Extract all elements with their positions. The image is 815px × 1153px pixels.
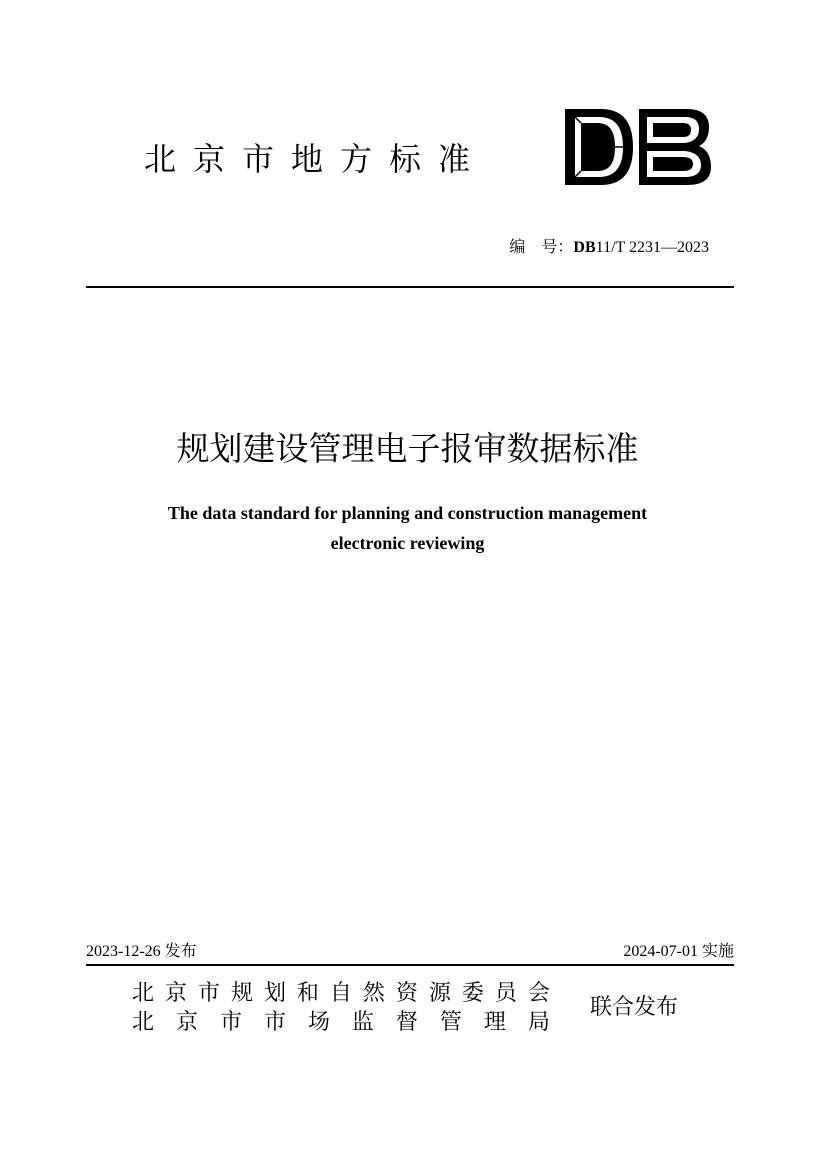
top-divider: [86, 286, 734, 288]
publisher-char: 自: [329, 981, 352, 1006]
publisher-char: 场: [307, 1010, 330, 1035]
publisher-line-1: [132, 983, 550, 1005]
publisher-char: 资: [395, 981, 418, 1006]
publisher-char: 市: [263, 1010, 286, 1035]
document-title-en-line2: electronic reviewing: [330, 533, 485, 553]
db-logo: [563, 107, 713, 187]
document-number-prefix: DB: [573, 239, 596, 256]
publisher-char: 委: [461, 981, 484, 1006]
effective-date: 2024-07-01 实施: [623, 943, 734, 960]
db-logo-letter-d: [565, 109, 633, 185]
issue-date: 2023-12-26 发布: [86, 943, 197, 960]
publisher-char: 京: [175, 1010, 198, 1035]
publisher-char: 和: [296, 981, 319, 1006]
document-number-code: 11/T 2231—2023: [595, 239, 709, 256]
publisher-char: 北: [132, 1010, 155, 1035]
publisher-char: 划: [263, 981, 286, 1006]
publisher-line-2: [132, 1012, 550, 1034]
publisher-char: 京: [164, 981, 187, 1006]
standard-category-title: 北京市地方标准: [144, 140, 488, 178]
publisher-char: 理: [483, 1010, 506, 1035]
document-title-en: [0, 498, 815, 558]
publisher-char: 然: [362, 981, 385, 1006]
publisher-char: 源: [428, 981, 451, 1006]
publisher-char: 督: [395, 1010, 418, 1035]
publisher-char: 监: [351, 1010, 374, 1035]
db-logo-letter-b: [639, 109, 711, 185]
document-number: [509, 240, 709, 256]
document-number-label: 编 号：: [509, 239, 574, 256]
document-title-zh: 规划建设管理电子报审数据标准: [176, 429, 639, 468]
bottom-divider: [86, 964, 734, 966]
publisher-char: 市: [197, 981, 220, 1006]
publisher-char: 市: [219, 1010, 242, 1035]
publisher-char: 员: [494, 981, 517, 1006]
publisher-char: 局: [527, 1010, 550, 1035]
publisher-char: 管: [439, 1010, 462, 1035]
publisher-char: 会: [527, 981, 550, 1006]
document-title-en-line1: The data standard for planning and construction management: [167, 503, 648, 523]
publisher-char: 北: [132, 981, 155, 1006]
joint-publication-label: 联合发布: [590, 995, 679, 1020]
publisher-char: 规: [230, 981, 253, 1006]
